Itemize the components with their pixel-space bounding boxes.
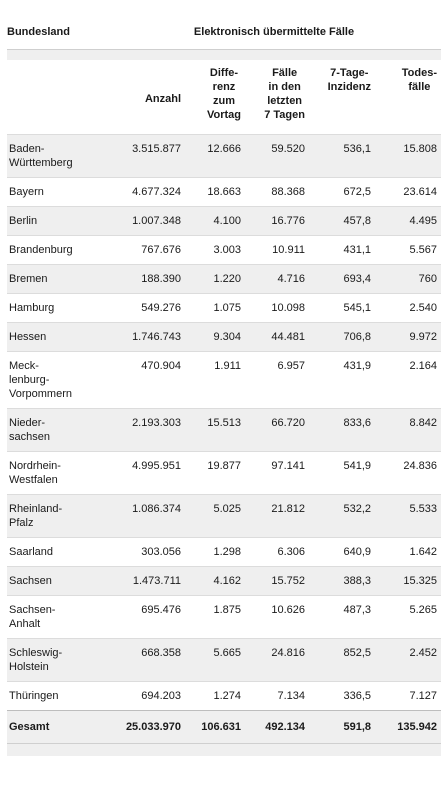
incidence-cell: 532,2 xyxy=(309,494,375,537)
diff-cell: 3.003 xyxy=(185,235,245,264)
column-header: Todes- fälle xyxy=(401,66,437,93)
incidence-cell: 536,1 xyxy=(309,134,375,177)
diff-cell: 4.162 xyxy=(185,566,245,595)
group-header: Elektronisch übermittelte Fälle xyxy=(193,26,355,38)
count-cell: 4.995.951 xyxy=(107,451,185,494)
total-row xyxy=(7,710,441,743)
count-cell: 188.390 xyxy=(107,264,185,293)
table-footer-band xyxy=(7,743,441,756)
state-name-cell: Hamburg xyxy=(7,293,107,322)
table-row xyxy=(7,408,441,451)
diff-cell: 12.666 xyxy=(185,134,245,177)
state-name-cell: Schleswig- Holstein xyxy=(7,638,107,681)
diff-cell: 9.304 xyxy=(185,322,245,351)
diff-cell: 1.220 xyxy=(185,264,245,293)
deaths-cell: 2.452 xyxy=(375,638,441,681)
state-name-cell: Thüringen xyxy=(7,681,107,710)
diff-cell: 15.513 xyxy=(185,408,245,451)
last7-cell: 66.720 xyxy=(245,408,309,451)
diff-cell: 5.665 xyxy=(185,638,245,681)
last7-cell: 6.957 xyxy=(245,351,309,408)
incidence-cell: 693,4 xyxy=(309,264,375,293)
deaths-cell: 15.325 xyxy=(375,566,441,595)
column-header: Anzahl xyxy=(144,92,181,105)
table-body xyxy=(7,134,441,743)
incidence-cell: 431,1 xyxy=(309,235,375,264)
deaths-cell: 5.265 xyxy=(375,595,441,638)
diff-cell: 18.663 xyxy=(185,177,245,206)
incidence-cell: 640,9 xyxy=(309,537,375,566)
state-name-cell: Baden- Württemberg xyxy=(7,134,107,177)
total-count-cell: 25.033.970 xyxy=(107,710,185,743)
deaths-cell: 4.495 xyxy=(375,206,441,235)
last7-cell: 10.911 xyxy=(245,235,309,264)
table-row xyxy=(7,264,441,293)
last7-cell: 15.752 xyxy=(245,566,309,595)
deaths-cell: 23.614 xyxy=(375,177,441,206)
incidence-cell: 706,8 xyxy=(309,322,375,351)
table-row xyxy=(7,351,441,408)
state-name-cell: Nordrhein- Westfalen xyxy=(7,451,107,494)
state-name-cell: Rheinland- Pfalz xyxy=(7,494,107,537)
incidence-cell: 431,9 xyxy=(309,351,375,408)
table-row xyxy=(7,494,441,537)
incidence-cell: 336,5 xyxy=(309,681,375,710)
header-row-columns xyxy=(7,60,441,135)
diff-cell: 1.911 xyxy=(185,351,245,408)
state-name-cell: Sachsen xyxy=(7,566,107,595)
column-header: Fälle in den letzten 7 Tagen xyxy=(264,66,305,121)
incidence-cell: 388,3 xyxy=(309,566,375,595)
count-cell: 1.473.711 xyxy=(107,566,185,595)
state-name-cell: Brandenburg xyxy=(7,235,107,264)
last7-cell: 10.626 xyxy=(245,595,309,638)
diff-cell: 4.100 xyxy=(185,206,245,235)
count-cell: 668.358 xyxy=(107,638,185,681)
deaths-cell: 24.836 xyxy=(375,451,441,494)
total-deaths-cell: 135.942 xyxy=(375,710,441,743)
count-cell: 2.193.303 xyxy=(107,408,185,451)
incidence-cell: 545,1 xyxy=(309,293,375,322)
deaths-cell: 9.972 xyxy=(375,322,441,351)
deaths-cell: 1.642 xyxy=(375,537,441,566)
last7-cell: 21.812 xyxy=(245,494,309,537)
deaths-cell: 7.127 xyxy=(375,681,441,710)
blank-header-cell xyxy=(7,60,107,135)
diff-cell: 5.025 xyxy=(185,494,245,537)
table-row xyxy=(7,177,441,206)
table-row xyxy=(7,451,441,494)
incidence-cell: 672,5 xyxy=(309,177,375,206)
table-row xyxy=(7,293,441,322)
table-row xyxy=(7,235,441,264)
incidence-cell: 833,6 xyxy=(309,408,375,451)
count-cell: 1.007.348 xyxy=(107,206,185,235)
count-cell: 695.476 xyxy=(107,595,185,638)
header-separator xyxy=(7,49,441,60)
table-row xyxy=(7,134,441,177)
count-cell: 3.515.877 xyxy=(107,134,185,177)
count-cell: 767.676 xyxy=(107,235,185,264)
deaths-cell: 2.164 xyxy=(375,351,441,408)
count-cell: 4.677.324 xyxy=(107,177,185,206)
count-cell: 1.746.743 xyxy=(107,322,185,351)
covid-table-container xyxy=(7,12,441,756)
column-header: Diffe- renz zum Vortag xyxy=(206,66,241,121)
deaths-cell: 15.808 xyxy=(375,134,441,177)
count-cell: 470.904 xyxy=(107,351,185,408)
deaths-cell: 5.533 xyxy=(375,494,441,537)
table-row xyxy=(7,322,441,351)
diff-cell: 1.875 xyxy=(185,595,245,638)
state-name-cell: Bayern xyxy=(7,177,107,206)
total-last7-cell: 492.134 xyxy=(245,710,309,743)
count-cell: 694.203 xyxy=(107,681,185,710)
table-row xyxy=(7,537,441,566)
table-row xyxy=(7,595,441,638)
incidence-cell: 457,8 xyxy=(309,206,375,235)
state-name-cell: Hessen xyxy=(7,322,107,351)
incidence-cell: 852,5 xyxy=(309,638,375,681)
diff-cell: 1.075 xyxy=(185,293,245,322)
total-label-cell: Gesamt xyxy=(7,710,107,743)
last7-cell: 10.098 xyxy=(245,293,309,322)
state-name-cell: Saarland xyxy=(7,537,107,566)
last7-cell: 4.716 xyxy=(245,264,309,293)
header-row-top xyxy=(7,12,441,49)
last7-cell: 44.481 xyxy=(245,322,309,351)
last7-cell: 24.816 xyxy=(245,638,309,681)
diff-cell: 1.298 xyxy=(185,537,245,566)
state-name-cell: Nieder- sachsen xyxy=(7,408,107,451)
deaths-cell: 2.540 xyxy=(375,293,441,322)
state-column-header: Bundesland xyxy=(7,26,70,38)
deaths-cell: 8.842 xyxy=(375,408,441,451)
table-row xyxy=(7,566,441,595)
count-cell: 303.056 xyxy=(107,537,185,566)
covid-cases-table xyxy=(7,12,441,743)
last7-cell: 97.141 xyxy=(245,451,309,494)
last7-cell: 16.776 xyxy=(245,206,309,235)
last7-cell: 7.134 xyxy=(245,681,309,710)
total-diff-cell: 106.631 xyxy=(185,710,245,743)
state-name-cell: Bremen xyxy=(7,264,107,293)
total-incidence-cell: 591,8 xyxy=(309,710,375,743)
table-row xyxy=(7,681,441,710)
diff-cell: 1.274 xyxy=(185,681,245,710)
last7-cell: 59.520 xyxy=(245,134,309,177)
count-cell: 549.276 xyxy=(107,293,185,322)
state-name-cell: Meck- lenburg- Vorpommern xyxy=(7,351,107,408)
incidence-cell: 541,9 xyxy=(309,451,375,494)
diff-cell: 19.877 xyxy=(185,451,245,494)
count-cell: 1.086.374 xyxy=(107,494,185,537)
last7-cell: 6.306 xyxy=(245,537,309,566)
deaths-cell: 5.567 xyxy=(375,235,441,264)
column-header: 7-Tage- Inzidenz xyxy=(327,66,371,93)
deaths-cell: 760 xyxy=(375,264,441,293)
table-row xyxy=(7,206,441,235)
state-name-cell: Berlin xyxy=(7,206,107,235)
state-name-cell: Sachsen- Anhalt xyxy=(7,595,107,638)
last7-cell: 88.368 xyxy=(245,177,309,206)
table-row xyxy=(7,638,441,681)
incidence-cell: 487,3 xyxy=(309,595,375,638)
